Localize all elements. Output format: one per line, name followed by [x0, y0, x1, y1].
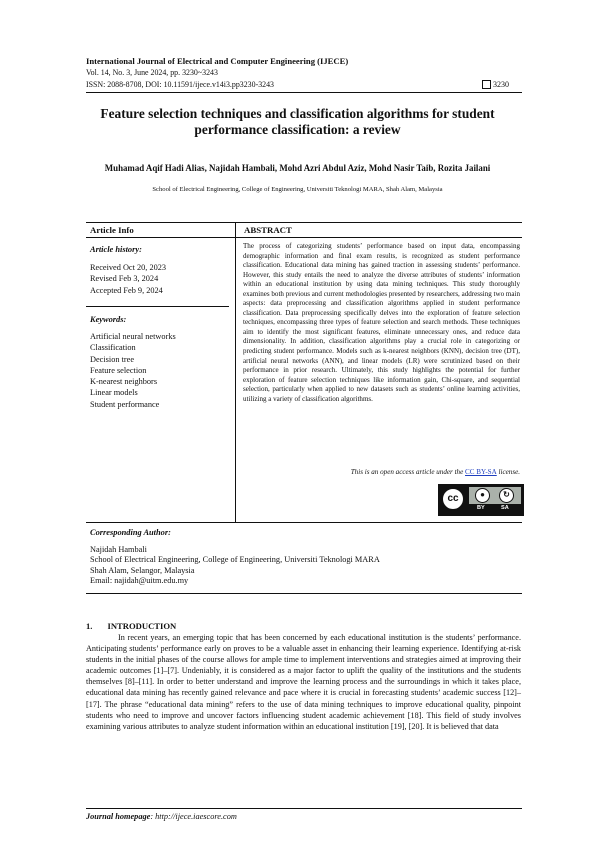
- header-rule: [86, 92, 522, 93]
- corresponding-affil: School of Electrical Engineering, College of Engineering, Universiti Teknologi MARA: [90, 555, 380, 565]
- keywords-heading: Keywords:: [90, 315, 127, 324]
- column-divider: [235, 222, 236, 522]
- share-alike-icon: ↻: [499, 488, 514, 503]
- cc-sa-label: SA: [501, 505, 509, 511]
- page-number: 3230: [493, 80, 509, 89]
- keywords-rule: [86, 306, 229, 307]
- cc-by-sa-link[interactable]: CC BY-SA: [465, 468, 497, 476]
- info-top-rule: [86, 222, 522, 223]
- info-bottom-rule: [86, 522, 522, 523]
- footer-rule: [86, 808, 522, 809]
- journal-name: International Journal of Electrical and Computer Engineering (IJECE): [86, 56, 349, 66]
- page-square-icon: [482, 80, 491, 89]
- keywords-list: [90, 331, 176, 410]
- introduction-paragraph: In recent years, an emerging topic that has been concerned by each educational institution is the students’ performance. Anticipating students’ performance early on proves to be a valuable asset in enhancing their learning experience. Identifying at-risk students in the initial phases of the course allows for ample time to implement interventions and strategies aimed at improving their academic outcomes [1]–[7]. Undeniably, it is considered as a major factor to uplift the quality of the institutions and the students themselves [8]–[11]. In order to better understand and improve the learning process and the surroundings in which it takes place, educational data mining has recently gained relevance and pace where it is crucial in forecasting students’ academic success [12]–[17]. The phrase “educational data mining” refers to the use of data mining techniques to improve educational quality, pinpoint students who need to improve and uncover factors influencing student academic achievement [18]. This field of study involves examining various attributes to analyze student information within an educational institution [19], [20]. It is believed that data: [86, 633, 521, 731]
- corresponding-details: [90, 545, 380, 587]
- affiliation: School of Electrical Engineering, College of Engineering, Universiti Teknologi MARA, Shah Alam, Malaysia: [152, 186, 443, 193]
- cc-icon: cc: [441, 487, 465, 511]
- keyword-item: Feature selection: [90, 365, 147, 375]
- keyword-item: Artificial neural networks: [90, 332, 176, 341]
- corresponding-email[interactable]: Email: najidah@uitm.edu.my: [90, 576, 189, 586]
- article-history: [90, 262, 166, 296]
- history-accepted: Accepted Feb 9, 2024: [90, 285, 163, 295]
- journal-homepage: [86, 812, 237, 821]
- info-sub-rule: [86, 237, 522, 238]
- keyword-item: Decision tree: [90, 354, 135, 364]
- corresponding-heading: Corresponding Author:: [90, 528, 171, 537]
- keyword-item: Student performance: [90, 399, 160, 409]
- license-line: [351, 468, 520, 476]
- history-revised: Revised Feb 3, 2024: [90, 274, 159, 284]
- attribution-icon: ●: [475, 488, 490, 503]
- license-suffix: license.: [498, 468, 520, 476]
- cc-license-badge[interactable]: [438, 484, 524, 516]
- license-prefix: This is an open access article under the: [350, 468, 464, 476]
- history-heading: Article history:: [90, 245, 142, 254]
- corresponding-name: Najidah Hambali: [90, 545, 147, 554]
- section-heading-introduction: 1. INTRODUCTION: [86, 621, 177, 631]
- keyword-item: K-nearest neighbors: [90, 377, 158, 387]
- corresponding-rule: [86, 593, 522, 594]
- keyword-item: Linear models: [90, 388, 138, 398]
- abstract-heading: ABSTRACT: [244, 225, 292, 235]
- issn-doi: ISSN: 2088-8708, DOI: 10.11591/ijece.v14i3.pp3230-3243: [86, 80, 274, 89]
- volume-info: Vol. 14, No. 3, June 2024, pp. 3230~3243: [86, 68, 218, 77]
- history-received: Received Oct 20, 2023: [90, 263, 167, 272]
- homepage-url[interactable]: : http://ijece.iaescore.com: [150, 812, 237, 821]
- homepage-label: Journal homepage: [86, 812, 151, 821]
- authors: Muhamad Aqif Hadi Alias, Najidah Hambali, Mohd Azri Abdul Aziz, Mohd Nasir Taib, Rozita Jailani: [104, 163, 491, 173]
- abstract-text: The process of categorizing students’ performance based on input data, encompassing demographic information and final exam results, is recognized as student performance classification. Educational data mining has gained traction in assessing students’ performance. However, this study entails the need to analyze the diverse attributes of students’ information within an educational institution by using data mining techniques. This study thoroughly examines both previous and current methodologies presented by researchers, addressing two main aspects: data preprocessing and classification algorithms applied in student performance classification. Data preprocessing specifically delves into the exploration of feature selection techniques, encompassing three types of feature selection and search methods. These techniques aim to identify the most significant features, eliminate unnecessary ones, and reduce data dimensionality. In addition, classification algorithms play a crucial role in categorizing or predicting student performance. Models such as k-nearest neighbors (KNN), decision tree (DT), artificial neural networks (ANN), and linear models (LR) were scrutinized based on their performance in prior research. Ultimately, this study highlights the potential for further exploration of feature selection techniques like information gain, Chi-square, and sequential selection, particularly when applied to new datasets such as students’ online learning activities, utilizing a variety of classification algorithms.: [243, 242, 520, 403]
- keyword-item: Classification: [90, 343, 136, 353]
- article-info-heading: Article Info: [90, 225, 134, 235]
- paper-title: Feature selection techniques and classification algorithms for student performance classification: a review: [100, 106, 495, 137]
- cc-by-label: BY: [477, 505, 485, 511]
- corresponding-location: Shah Alam, Selangor, Malaysia: [90, 565, 195, 575]
